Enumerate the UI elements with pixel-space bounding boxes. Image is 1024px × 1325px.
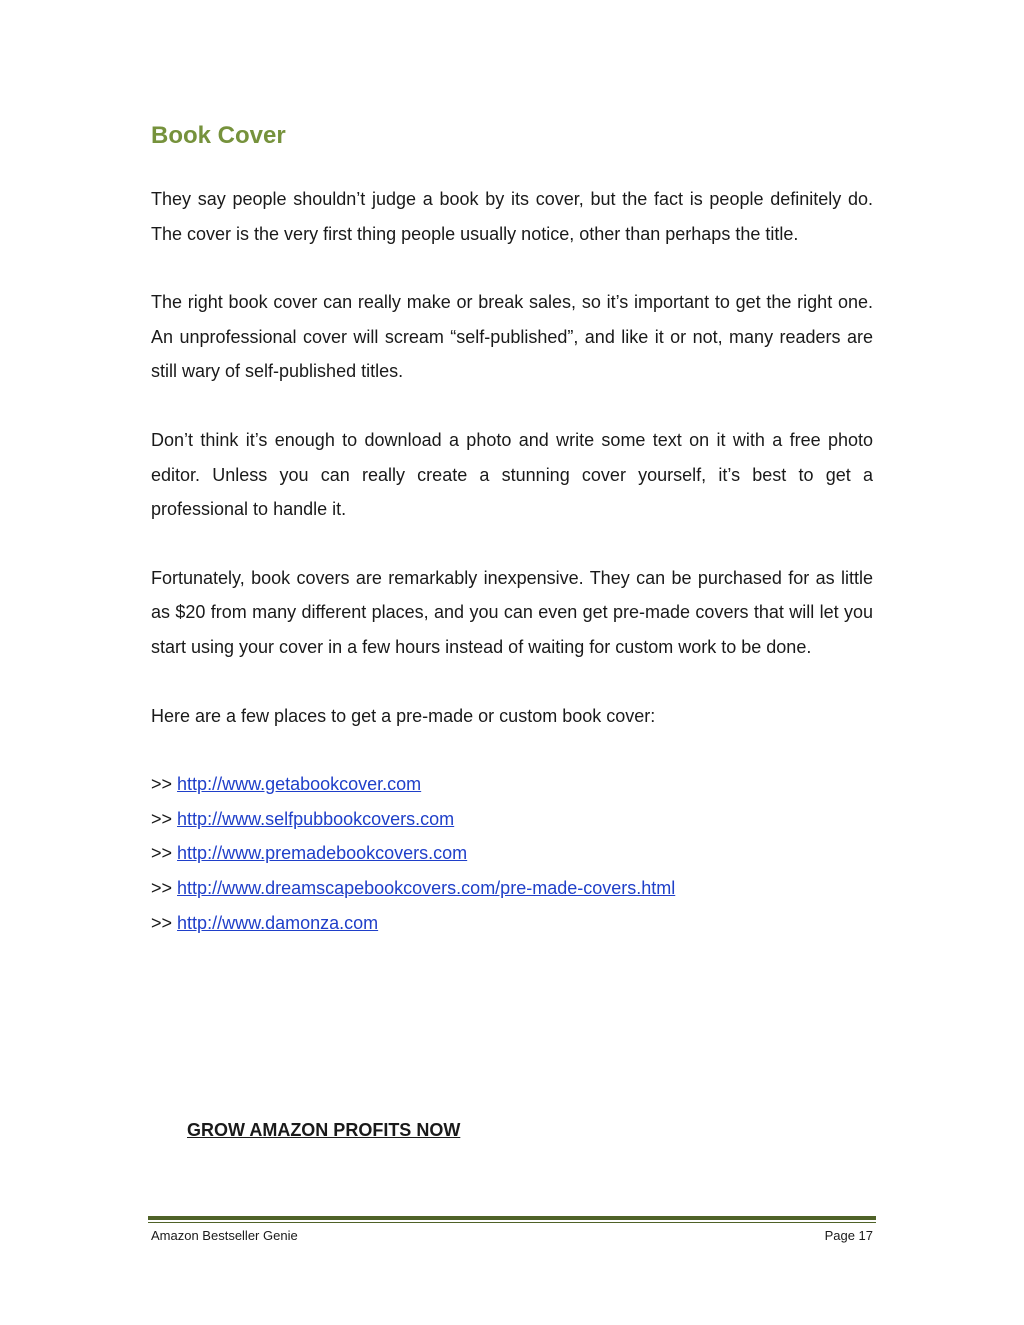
link-dreamscapebookcovers[interactable]: http://www.dreamscapebookcovers.com/pre-made-covers.html	[177, 877, 676, 898]
footer-divider-thin	[148, 1222, 876, 1223]
link-getabookcover[interactable]: http://www.getabookcover.com	[177, 774, 422, 795]
list-item	[151, 767, 873, 802]
paragraph-inexpensive: Fortunately, book covers are remarkably inexpensive. They can be purchased for as little as $20 from many different places, and you can even get pre-made covers that will let you start using your cover in a few hours instead of waiting for custom work to be done.	[151, 567, 873, 657]
link-list	[151, 767, 873, 940]
link-prefix: >>	[151, 843, 173, 864]
link-prefix: >>	[151, 774, 173, 795]
page-number: Page 17	[824, 1228, 873, 1243]
grow-amazon-profits-link[interactable]: GROW AMAZON PROFITS NOW	[187, 1120, 461, 1140]
list-item	[151, 802, 873, 837]
link-damonza[interactable]: http://www.damonza.com	[177, 912, 379, 933]
section-heading: Book Cover	[151, 122, 286, 149]
link-prefix: >>	[151, 808, 173, 829]
footer-title: Amazon Bestseller Genie	[151, 1228, 298, 1243]
paragraph-professional: Don’t think it’s enough to download a photo and write some text on it with a free photo editor. Unless you can really create a stunning cover yourself, it’s best to get a professional to handle it.	[151, 429, 873, 520]
link-selfpubbookcovers[interactable]: http://www.selfpubbookcovers.com	[177, 808, 455, 829]
footer-divider	[148, 1216, 876, 1220]
link-prefix: >>	[151, 912, 173, 933]
list-item	[151, 906, 873, 941]
list-item	[151, 836, 873, 871]
link-premadebookcovers[interactable]: http://www.premadebookcovers.com	[177, 843, 468, 864]
body-text	[151, 182, 873, 940]
paragraph-intro: They say people shouldn’t judge a book by its cover, but the fact is people definitely do. The cover is the very first thing people usually notice, other than perhaps the title.	[151, 189, 873, 244]
link-prefix: >>	[151, 877, 173, 898]
list-item	[151, 871, 873, 906]
paragraph-right-cover: The right book cover can really make or break sales, so it’s important to get the right one. An unprofessional cover will scream “self-published”, and like it or not, many readers are still wary of self-published titles.	[151, 292, 873, 382]
paragraph-places-intro: Here are a few places to get a pre-made or custom book cover:	[151, 705, 656, 726]
